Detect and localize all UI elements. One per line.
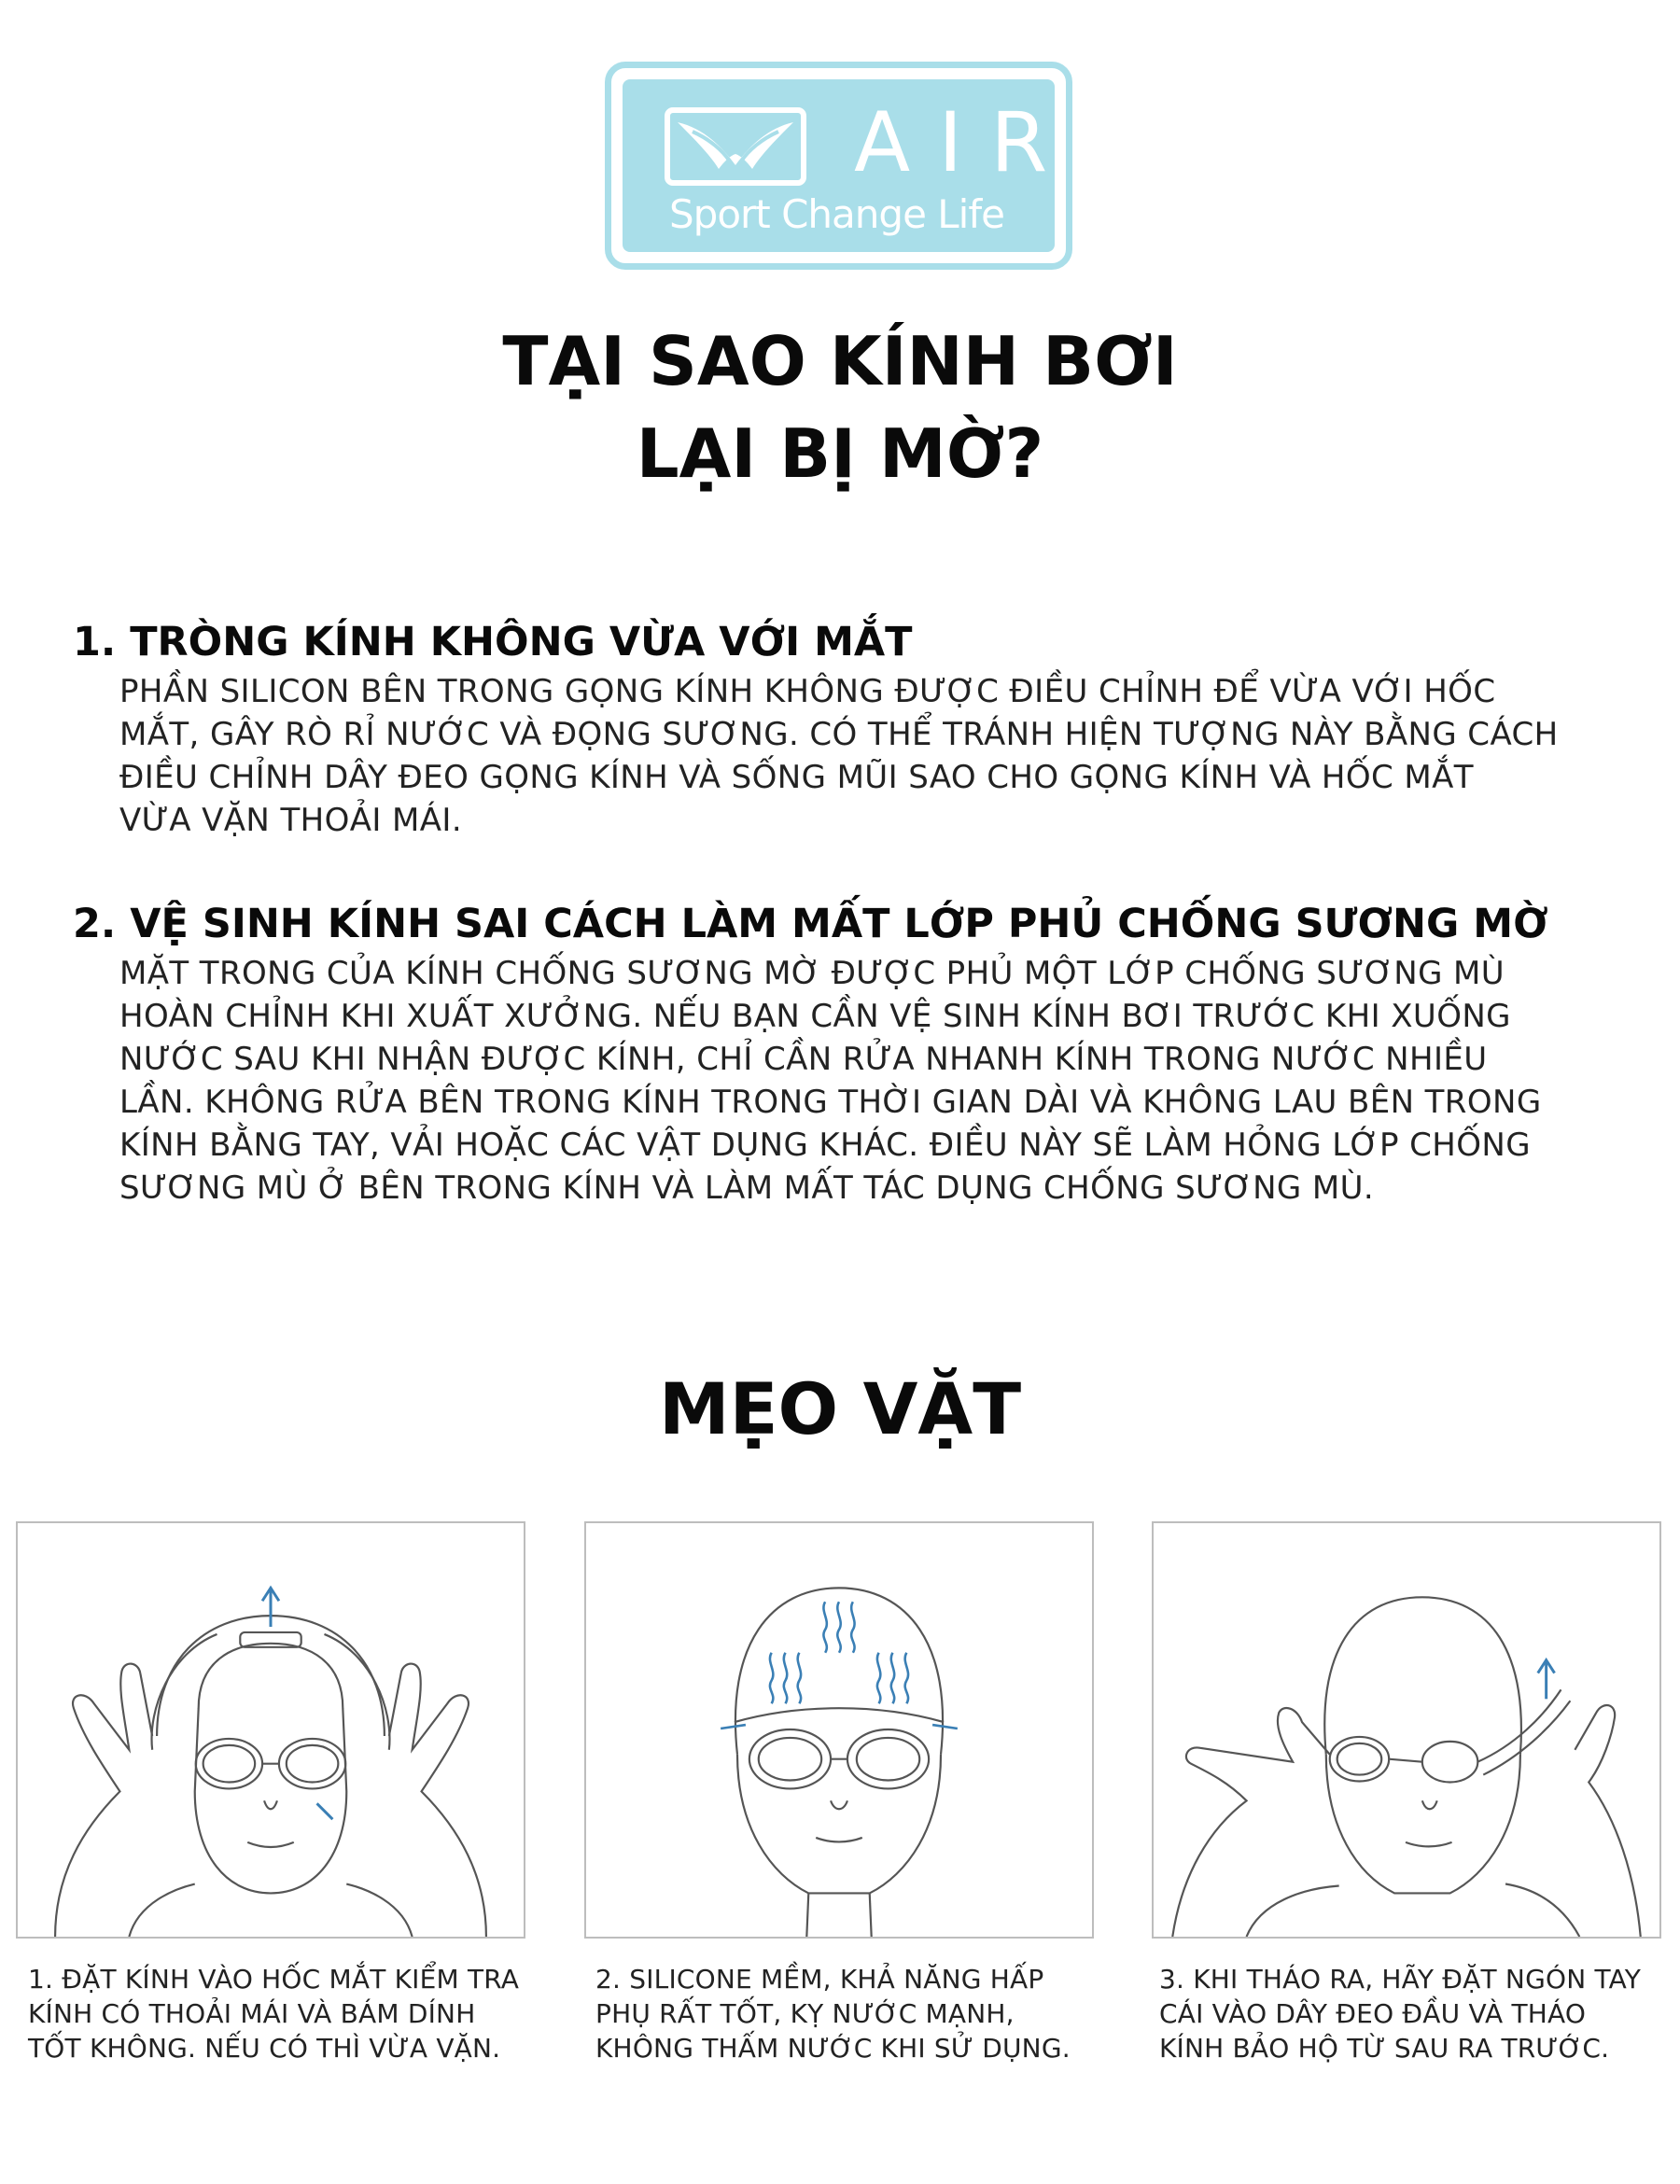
section-body: PHẦN SILICON BÊN TRONG GỌNG KÍNH KHÔNG ĐƯỢC ĐIỀU CHỈNH ĐỂ VỪA VỚI HỐC MẮT, GÂY RÒ RỈ NƯỚC VÀ ĐỌNG SƯƠNG. CÓ THỂ TRÁNH HIỆN TƯỢNG NÀY BẰNG CÁCH ĐIỀU CHỈNH DÂY ĐEO GỌNG KÍNH VÀ SỐNG MŨI SAO CHO GỌNG KÍNH VÀ HỐC MẮT VỪA VẶN THOẢI MÁI. <box>119 673 1559 839</box>
brand-name: AIR <box>854 94 1076 190</box>
remove-goggles-illustration <box>1154 1523 1659 1937</box>
tip-caption-1: 1. ĐẶT KÍNH VÀO HỐC MẮT KIỂM TRA KÍNH CÓ THOẢI MÁI VÀ BÁM DÍNH TỐT KHÔNG. NẾU CÓ THÌ VỪA VẶN. <box>28 1964 520 2064</box>
tip-panel-3 <box>1152 1521 1661 1939</box>
brand-logo <box>605 62 1076 270</box>
put-on-goggles-illustration <box>18 1523 524 1937</box>
section-heading: 2. VỆ SINH KÍNH SAI CÁCH LÀM MẤT LỚP PHỦ CHỐNG SƯƠNG MỜ <box>73 901 1548 947</box>
page-title <box>0 315 1680 500</box>
section-heading: 1. TRÒNG KÍNH KHÔNG VỪA VỚI MẮT <box>73 619 913 665</box>
tip-caption-3: 3. KHI THÁO RA, HÃY ĐẶT NGÓN TAY CÁI VÀO DÂY ĐEO ĐẦU VÀ THÁO KÍNH BẢO HỘ TỪ SAU RA TRƯỚC. <box>1159 1964 1642 2064</box>
brand-logo-background <box>623 79 1076 252</box>
section-cleaning <box>73 896 1641 1210</box>
silicone-seal-illustration <box>586 1523 1092 1937</box>
wing-logo-icon <box>665 107 806 186</box>
page-title-text: TẠI SAO KÍNH BƠI LẠI BỊ MỜ? <box>502 322 1178 493</box>
tip-caption-2: 2. SILICONE MỀM, KHẢ NĂNG HẤP PHỤ RẤT TỐT, KỴ NƯỚC MẠNH, KHÔNG THẤM NƯỚC KHI SỬ DỤNG. <box>595 1964 1071 2064</box>
tip-panel-2 <box>584 1521 1094 1939</box>
tips-title: MẸO VẶT <box>658 1367 1022 1450</box>
section-lens-fit <box>73 614 1641 842</box>
tip-panel-1 <box>16 1521 525 1939</box>
section-body: MẶT TRONG CỦA KÍNH CHỐNG SƯƠNG MỜ ĐƯỢC PHỦ MỘT LỚP CHỐNG SƯƠNG MÙ HOÀN CHỈNH KHI XUẤT XƯỞNG. NẾU BẠN CẦN VỆ SINH KÍNH BƠI TRƯỚC KHI XUỐNG NƯỚC SAU KHI NHẬN ĐƯỢC KÍNH, CHỈ CẦN RỬA NHANH KÍNH TRONG NƯỚC NHIỀU LẦN. KHÔNG RỬA BÊN TRONG KÍNH TRONG THỜI GIAN DÀI VÀ KHÔNG LAU BÊN TRONG KÍNH BẰNG TAY, VẢI HOẶC CÁC VẬT DỤNG KHÁC. ĐIỀU NÀY SẼ LÀM HỎNG LỚP CHỐNG SƯƠNG MÙ Ở BÊN TRONG KÍNH VÀ LÀM MẤT TÁC DỤNG CHỐNG SƯƠNG MÙ. <box>119 955 1542 1207</box>
brand-tagline: Sport Change Life <box>669 191 1004 237</box>
